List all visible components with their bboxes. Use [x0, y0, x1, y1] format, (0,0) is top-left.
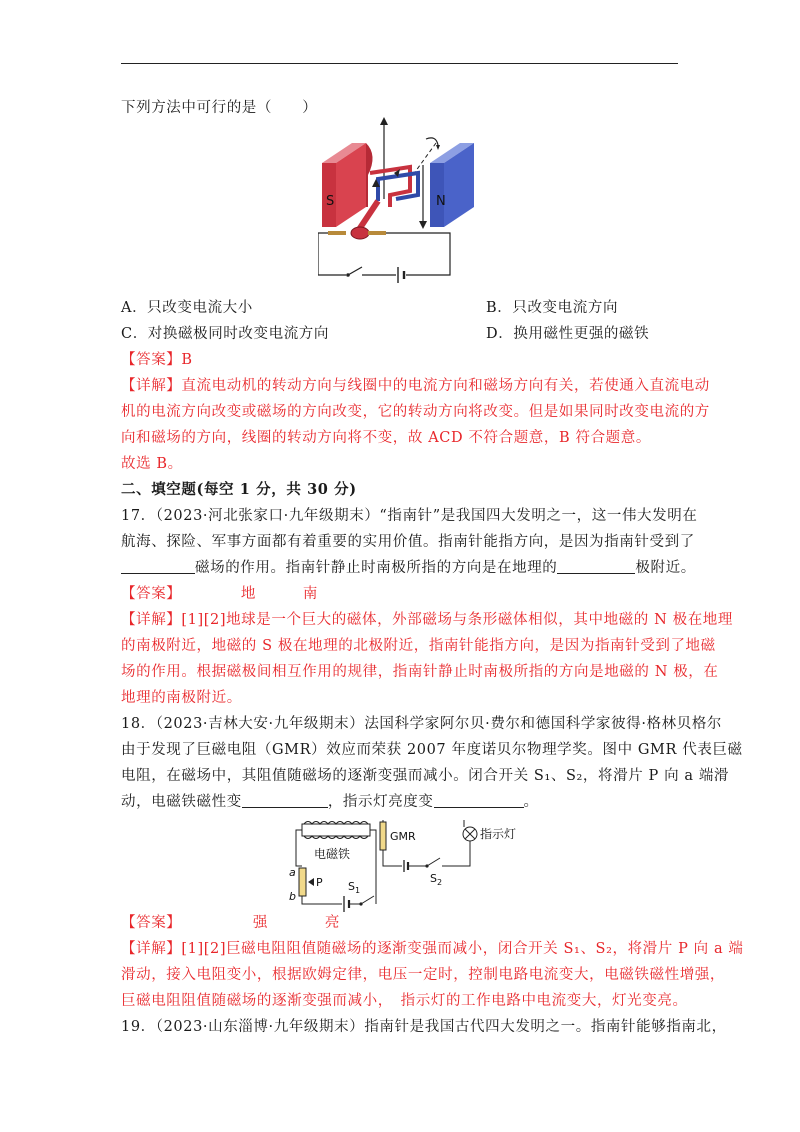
- answer-label: 【答案】: [121, 915, 182, 931]
- electromagnet-label: 电磁铁: [314, 847, 351, 861]
- q16-detail-line: 机的电流方向改变或磁场的方向改变，它的转动方向将改变。但是如果同时改变电流的方: [121, 404, 710, 420]
- label-s2-letter: S: [430, 872, 437, 885]
- label-a: a: [289, 866, 296, 879]
- magnet-s-label: S: [326, 194, 335, 209]
- q18-detail-line: [121, 940, 744, 958]
- q18-line: [121, 793, 539, 811]
- section-title: 二、填空题(每空 1 分，共 30 分): [121, 481, 357, 498]
- option-d: D．换用磁性更强的磁铁: [486, 326, 650, 342]
- q16-detail-line: 向和磁场的方向，线圈的转动方向将不变，故 ACD 不符合题意，B 符合题意。: [121, 430, 651, 446]
- q17-line: 17．（2023·河北张家口·九年级期末）“指南针”是我国四大发明之一，这一伟大发明在: [121, 508, 698, 524]
- answer-blank: [434, 793, 524, 808]
- magnet-n-label: N: [436, 194, 446, 209]
- answer-value: 南: [302, 586, 318, 602]
- q18-line: 电阻，在磁场中，其阻值随磁场的逐渐变强而减小。闭合开关 S₁、S₂，将滑片 P 向 a 端滑: [121, 768, 730, 784]
- label-s1-letter: S: [348, 880, 355, 893]
- label-s1-sub: 1: [354, 886, 361, 895]
- q17-text: 极附近。: [635, 560, 696, 576]
- motor-figure: [318, 115, 478, 285]
- q17-line: [121, 559, 696, 577]
- q18-text: ，指示灯亮度变: [327, 794, 434, 810]
- q17-detail-line: 地理的南极附近。: [121, 690, 242, 706]
- gmr-circuit-figure: [286, 820, 526, 912]
- q17-detail-line: 场的作用。根据磁极间相互作用的规律，指南针静止时南极所指的方向是地磁的 N 极，在: [121, 664, 719, 680]
- q16-stem: 下列方法中可行的是（ ）: [121, 100, 318, 116]
- answer-value: 地: [240, 586, 256, 602]
- q18-line: 由于发现了巨磁电阻（GMR）效应而荣获 2007 年度诺贝尔物理学奖。图中 GMR 代表巨磁: [121, 742, 743, 758]
- q17-detail-line: 的南极附近，地磁的 S 极在地理的北极附近，指南针能指方向，是因为指南针受到了地磁: [121, 638, 716, 654]
- label-s2-sub: 2: [436, 878, 443, 887]
- q18-detail-line: 滑动，接入电阻变小，根据欧姆定律，电压一定时，控制电路电流变大，电磁铁磁性增强，: [121, 967, 725, 983]
- q16-answer: [121, 351, 193, 369]
- label-s1: [348, 880, 360, 895]
- option-b: B．只改变电流方向: [486, 300, 619, 316]
- answer-value: 强: [252, 915, 268, 931]
- answer-blank: [121, 559, 195, 574]
- label-b: b: [289, 890, 296, 903]
- q17-text: 磁场的作用。指南针静止时南极所指的方向是在地理的: [195, 560, 558, 576]
- q17-line: 航海、探险、军事方面都有着重要的实用价值。指南针能指方向，是因为指南针受到了: [121, 534, 695, 550]
- detail-label: 【详解】: [121, 941, 182, 957]
- option-c: C．对换磁极同时改变电流方向: [121, 326, 329, 342]
- q16-detail-line: [121, 377, 710, 395]
- answer-blank: [242, 793, 328, 808]
- lamp-label: 指示灯: [480, 827, 517, 841]
- q18-line: 18．（2023·吉林大安·九年级期末）法国科学家阿尔贝·费尔和德国科学家彼得·格林贝格尔: [121, 716, 723, 732]
- detail-label: 【详解】: [121, 378, 182, 394]
- q17-detail-line: [121, 611, 733, 629]
- header-rule: [121, 63, 678, 64]
- label-s2: [430, 872, 442, 887]
- detail-text: 直流电动机的转动方向与线圈中的电流方向和磁场方向有关，若使通入直流电动: [181, 378, 710, 394]
- detail-label: 【详解】: [121, 612, 182, 628]
- q18-text: 动，电磁铁磁性变: [121, 794, 242, 810]
- q17-answer: [121, 585, 341, 603]
- gmr-label: GMR: [390, 830, 416, 843]
- answer-value: 亮: [324, 915, 340, 931]
- option-a: A．只改变电流大小: [121, 300, 253, 316]
- answer-label: 【答案】: [121, 586, 182, 602]
- answer-blank: [557, 559, 635, 574]
- q18-detail-line: 巨磁电阻阻值随磁场的逐渐变强而减小， 指示灯的工作电路中电流变大，灯光变亮。: [121, 993, 688, 1009]
- q18-text: 。: [523, 794, 539, 810]
- detail-text: [1][2]巨磁电阻阻值随磁场的逐渐变强而减小，闭合开关 S₁、S₂，将滑片 P 向 a 端: [181, 941, 744, 957]
- label-p: P: [316, 876, 323, 889]
- answer-label: 【答案】: [121, 352, 182, 368]
- q16-detail-line: 故选 B。: [121, 456, 183, 472]
- answer-value: B: [181, 352, 193, 368]
- detail-text: [1][2]地球是一个巨大的磁体，外部磁场与条形磁体相似，其中地磁的 N 极在地理: [181, 612, 733, 628]
- q19-line: 19．（2023·山东淄博·九年级期末）指南针是我国古代四大发明之一。指南针能够指南北，: [121, 1019, 727, 1035]
- q18-answer: [121, 914, 363, 932]
